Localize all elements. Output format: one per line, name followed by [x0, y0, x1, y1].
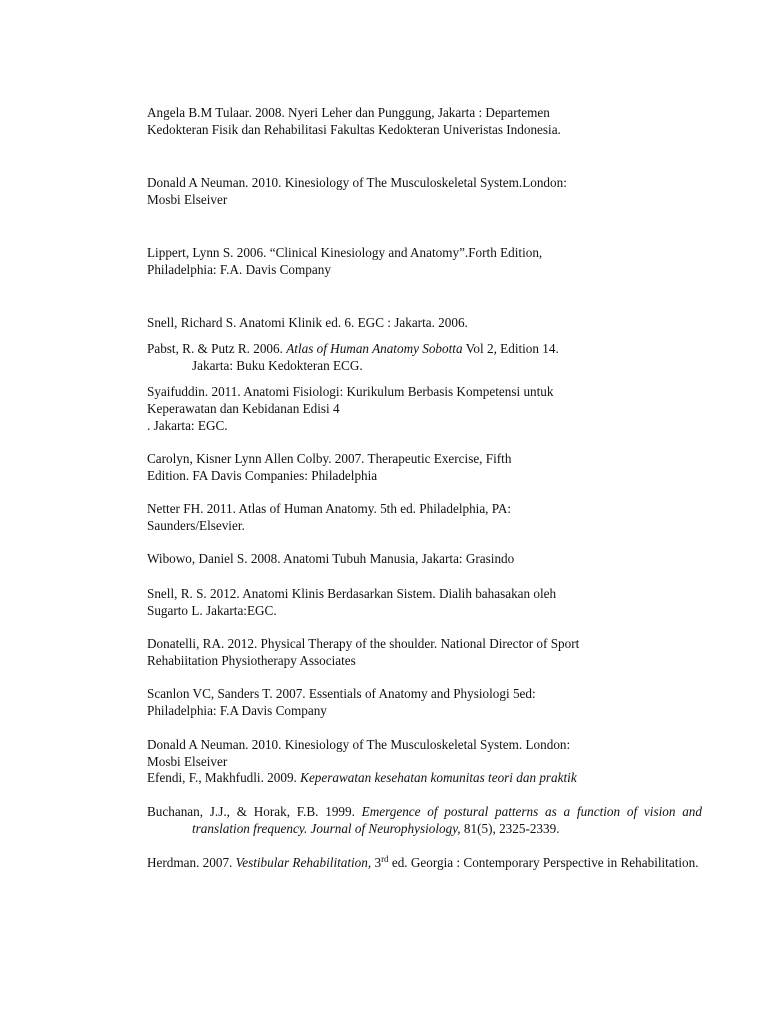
reference-lippert: Lippert, Lynn S. 2006. “Clinical Kinesiology and Anatomy”.Forth Edition, Philadelphia: F.A. Davis Company [147, 245, 543, 277]
reference-herdman: Herdman. 2007. Vestibular Rehabilitation, 3rd ed. Georgia : Contemporary Perspective in Rehabilitation. [147, 854, 699, 870]
reference-pabst: Pabst, R. & Putz R. 2006. Atlas of Human Anatomy Sobotta Vol 2, Edition 14. Jakarta: Buku Kedokteran ECG. [147, 341, 559, 373]
reference-neuman-1: Donald A Neuman. 2010. Kinesiology of The Musculoskeletal System.London: Mosbi Elseiver [147, 175, 567, 207]
reference-efendi: Efendi, F., Makhfudli. 2009. Keperawatan kesehatan komunitas teori dan praktik [147, 770, 577, 785]
reference-snell-2012: Snell, R. S. 2012. Anatomi Klinis Berdasarkan Sistem. Dialih bahasakan oleh Sugarto L. Jakarta:EGC. [147, 586, 557, 618]
reference-buchanan: Buchanan, J.J., & Horak, F.B. 1999. Emergence of postural patterns as a function of vision and translation frequency. Journal of Neurophysiology, 81(5), 2325-2339. [147, 804, 702, 836]
reference-donatelli: Donatelli, RA. 2012. Physical Therapy of the shoulder. National Director of Sport Rehabiitation Physiotherapy Associates [147, 636, 580, 668]
reference-tulaar: Angela B.M Tulaar. 2008. Nyeri Leher dan Punggung, Jakarta : Departemen Kedokteran Fisik dan Rehabilitasi Fakultas Kedokteran Univeristas Indonesia. [147, 105, 561, 137]
reference-neuman-2: Donald A Neuman. 2010. Kinesiology of The Musculoskeletal System. London: Mosbi Elseiver [147, 737, 571, 769]
reference-wibowo: Wibowo, Daniel S. 2008. Anatomi Tubuh Manusia, Jakarta: Grasindo [147, 551, 515, 566]
reference-scanlon: Scanlon VC, Sanders T. 2007. Essentials of Anatomy and Physiologi 5ed: Philadelphia: F.A Davis Company [147, 686, 536, 718]
reference-netter: Netter FH. 2011. Atlas of Human Anatomy. 5th ed. Philadelphia, PA: Saunders/Elsevier. [147, 501, 512, 533]
reference-kisner: Carolyn, Kisner Lynn Allen Colby. 2007. Therapeutic Exercise, Fifth Edition. FA Davis Companies: Philadelphia [147, 451, 512, 483]
reference-snell-2006: Snell, Richard S. Anatomi Klinik ed. 6. EGC : Jakarta. 2006. [147, 315, 468, 330]
reference-syaifuddin: Syaifuddin. 2011. Anatomi Fisiologi: Kurikulum Berbasis Kompetensi untuk Keperawatan dan Kebidanan Edisi 4 . Jakarta: EGC. [147, 384, 554, 433]
